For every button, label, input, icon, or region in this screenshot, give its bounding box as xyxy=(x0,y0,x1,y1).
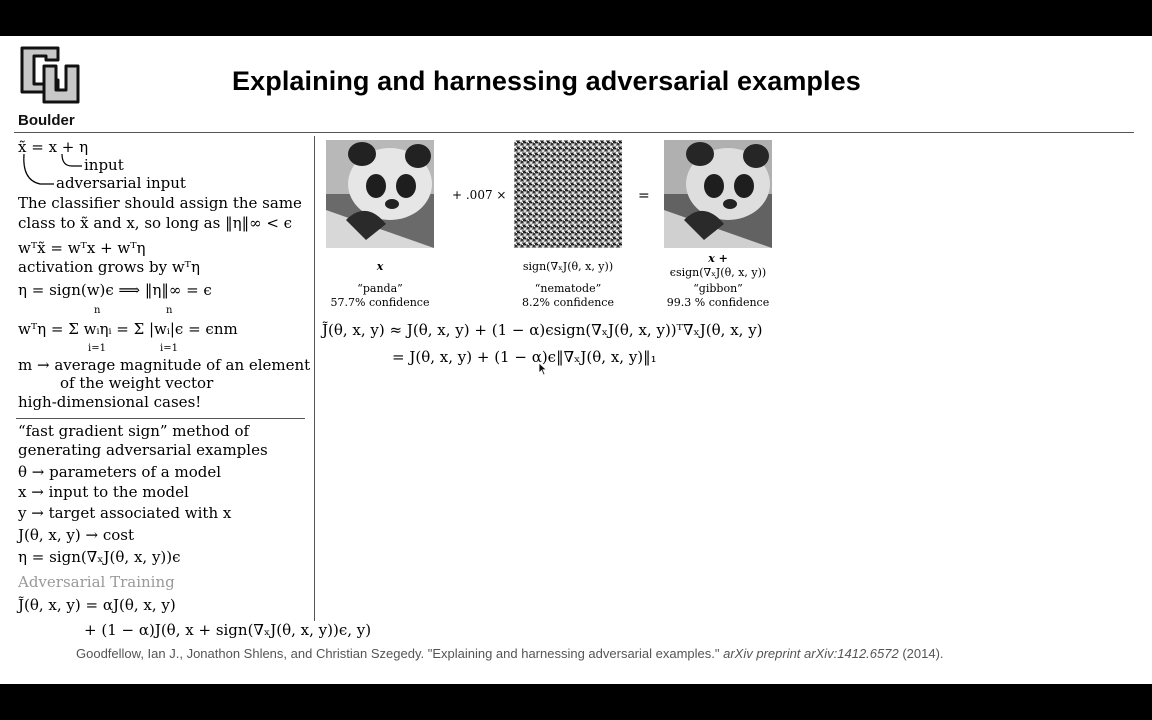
sum2-top: n xyxy=(166,305,173,316)
sum1-bottom: i=1 xyxy=(88,343,106,354)
text-classifier-2: class to x̃ and x, so long as ‖η‖∞ < ϵ xyxy=(18,214,293,232)
citation xyxy=(76,646,944,661)
slide xyxy=(0,36,1152,684)
text-m-2: of the weight vector xyxy=(60,374,214,392)
eq-jtilde-1: J̃(θ, x, y) = αJ(θ, x, y) xyxy=(18,596,176,614)
text-x: x → input to the model xyxy=(18,483,189,501)
text-cost: J(θ, x, y) → cost xyxy=(18,526,135,544)
equals-operator: = xyxy=(638,188,650,204)
cu-logo-icon xyxy=(18,44,82,106)
eq-approx: J̃(θ, x, y) ≈ J(θ, x, y) + (1 − α)ϵsign(∇ₓJ(θ, x, y))ᵀ∇ₓJ(θ, x, y) xyxy=(322,321,763,339)
adversarial-training-heading: Adversarial Training xyxy=(18,573,175,591)
citation-text: Goodfellow, Ian J., Jonathon Shlens, and Christian Szegedy. "Explaining and harnessing adversarial examples." xyxy=(76,646,720,661)
citation-year: (2014). xyxy=(902,646,944,661)
text-theta: θ → parameters of a model xyxy=(18,463,222,481)
title-divider xyxy=(14,132,1134,133)
logo-text: Boulder xyxy=(18,112,75,129)
gibbon-class: “gibbon” xyxy=(693,282,743,295)
slide-title: Explaining and harnessing adversarial examples xyxy=(232,66,861,96)
citation-journal: arXiv preprint arXiv:1412.6572 xyxy=(723,646,899,661)
gibbon-image xyxy=(664,140,772,248)
gibbon-label-1: x + xyxy=(708,252,728,265)
cu-boulder-logo xyxy=(18,44,86,129)
text-high-dim: high-dimensional cases! xyxy=(18,393,202,411)
text-y: y → target associated with x xyxy=(18,504,232,522)
text-fgsm-1: “fast gradient sign” method of xyxy=(18,422,250,440)
eq-jtilde-2: + (1 − α)J(θ, x + sign(∇ₓJ(θ, x, y))ϵ, y) xyxy=(84,621,372,639)
mouse-cursor-icon xyxy=(538,362,548,376)
text-classifier-1: The classifier should assign the same xyxy=(18,194,302,212)
plus-operator: + .007 × xyxy=(452,188,507,202)
noise-label: sign(∇ₓJ(θ, x, y)) xyxy=(522,260,614,273)
noise-class: “nematode” xyxy=(534,282,602,295)
column-divider xyxy=(314,136,315,621)
eq-adversarial: x̃ = x + η xyxy=(18,138,89,156)
text-m-1: m → average magnitude of an element xyxy=(18,356,311,374)
panda-label: x xyxy=(376,260,384,273)
panda-class: “panda” xyxy=(357,282,403,295)
annotation-adversarial: adversarial input xyxy=(56,174,186,192)
sum1-top: n xyxy=(94,305,101,316)
eq-sum: wᵀη = Σ wᵢηᵢ = Σ |wᵢ|ϵ = ϵnm xyxy=(18,320,238,338)
sum2-bottom: i=1 xyxy=(160,343,178,354)
annotation-input: input xyxy=(84,156,124,174)
eq-sign: η = sign(w)ϵ ⟹ ‖η‖∞ = ϵ xyxy=(18,281,212,299)
text-fgsm-2: generating adversarial examples xyxy=(18,441,268,459)
noise-image xyxy=(514,140,622,248)
noise-confidence: 8.2% confidence xyxy=(522,296,614,309)
gibbon-label-2: ϵsign(∇ₓJ(θ, x, y)) xyxy=(669,266,767,279)
text-eta: η = sign(∇ₓJ(θ, x, y))ϵ xyxy=(18,548,181,566)
panda-confidence: 57.7% confidence xyxy=(330,296,430,309)
panda-image xyxy=(326,140,434,248)
gibbon-confidence: 99.3 % confidence xyxy=(666,296,770,309)
eq-linear: wᵀx̃ = wᵀx + wᵀη xyxy=(18,239,146,257)
eq-l1-norm: = J(θ, x, y) + (1 − α)ϵ‖∇ₓJ(θ, x, y)‖₁ xyxy=(392,348,657,366)
section-divider xyxy=(16,418,305,419)
text-activation: activation grows by wᵀη xyxy=(18,258,200,276)
